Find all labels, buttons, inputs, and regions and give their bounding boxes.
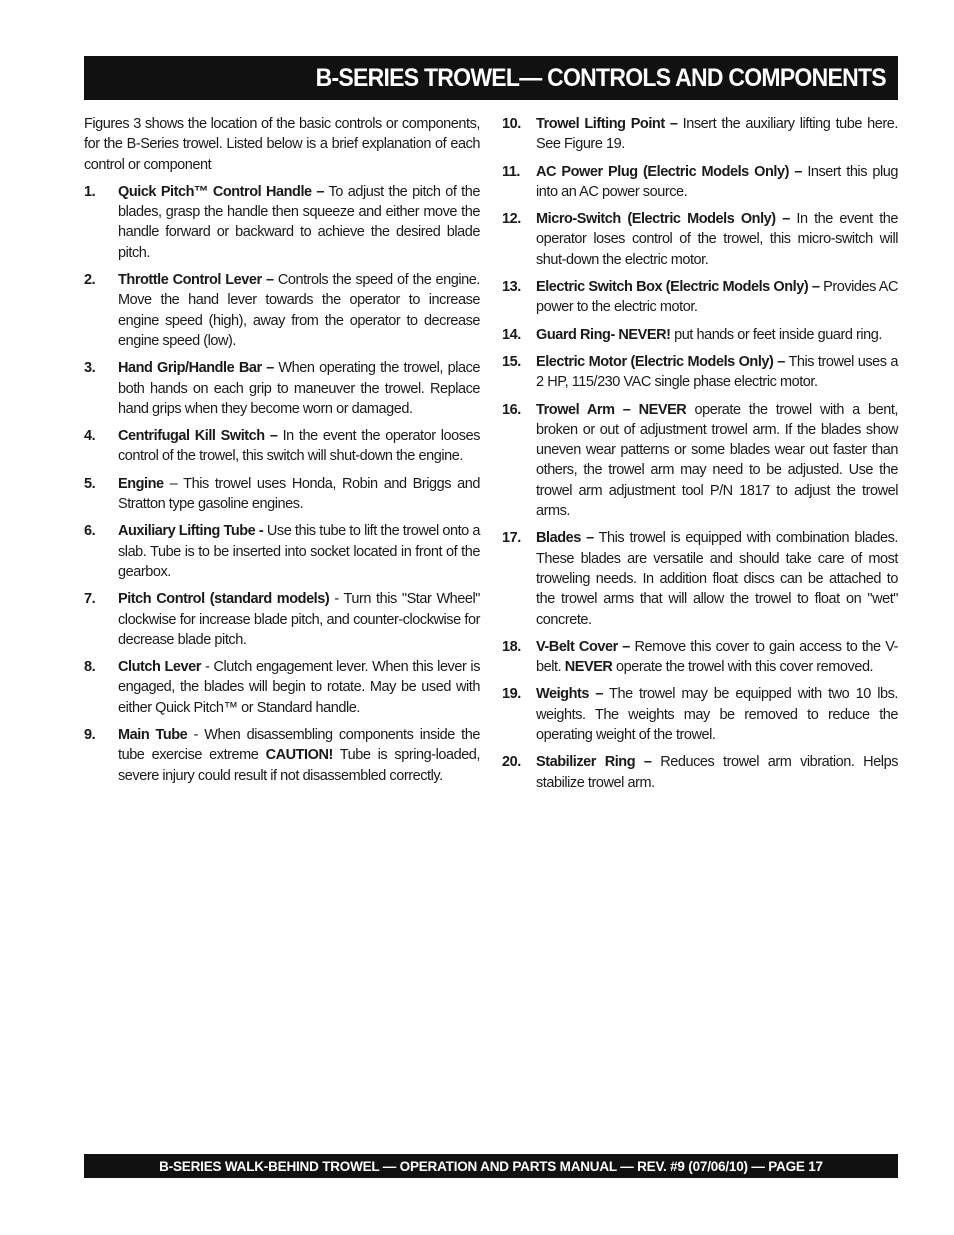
list-item: [84, 426, 480, 467]
item-text: This trowel uses a 2 HP, 115/230 VAC single phase electric motor.: [536, 353, 898, 391]
item-text: operate the trowel with a bent, broken or out of adjustment trowel arm. If the blades show uneven wear patterns or some blades wear out faster than others, the trowel arm may need to be adjusted. Use the trowel arm adjustment tool P/N 1817 to adjust the trowel arms.: [536, 401, 898, 520]
item-text-continued: Tube is spring-loaded, severe injury could result if not disassembled correctly.: [118, 747, 480, 784]
item-text: This trowel is equipped with combination blades. These blades are versatile and should take care of most troweling needs. In addition float discs can be attached to the trowel arms that will allow the trowel to float on "wet" concrete.: [536, 530, 898, 628]
item-body: [536, 114, 898, 155]
list-item: [502, 400, 898, 522]
item-number: 4.: [84, 428, 96, 445]
item-warning: NEVER: [564, 659, 613, 676]
item-term: V-Belt Cover –: [536, 638, 630, 655]
list-item: [84, 270, 480, 351]
item-text: Insert this plug into an AC power source.: [536, 163, 898, 200]
page-title: B-SERIES TROWEL— CONTROLS AND COMPONENTS: [315, 63, 886, 92]
list-item: [84, 474, 480, 515]
item-body: [536, 325, 898, 345]
item-number: 17.: [502, 530, 521, 547]
list-item: [502, 209, 898, 270]
item-text-continued: operate the trowel with this cover removed.: [612, 659, 874, 676]
list-item: [84, 182, 480, 263]
footer-text: B-SERIES WALK-BEHIND TROWEL — OPERATION AND PARTS MANUAL — REV. #9 (07/06/10) — PAGE 17: [159, 1158, 823, 1174]
intro-paragraph: Figures 3 shows the location of the basic controls or components, for the B-Series trowel. Listed below is a brief explanation of each control or component: [84, 116, 480, 173]
item-number: 9.: [84, 727, 96, 744]
item-text: The trowel may be equipped with two 10 lbs. weights. The weights may be removed to reduce the operating weight of the trowel.: [536, 686, 898, 744]
item-body: [536, 277, 898, 318]
item-body: [118, 725, 480, 786]
item-term: Guard Ring- NEVER!: [536, 326, 671, 343]
item-body: [536, 352, 898, 393]
item-term: Electric Switch Box (Electric Models Only) –: [536, 279, 820, 296]
item-term: Pitch Control (standard models): [118, 591, 330, 608]
list-item: [502, 684, 898, 745]
item-term: Electric Motor (Electric Models Only) –: [536, 353, 785, 370]
item-text: - Clutch engagement lever. When this lever is engaged, the blades will begin to rotate. May be used with either Quick Pitch™ or Standard handle.: [118, 659, 481, 716]
list-item: [502, 637, 898, 678]
item-number: 1.: [84, 183, 96, 200]
list-item: [84, 358, 480, 419]
item-term: Clutch Lever: [118, 659, 201, 676]
list-item: [84, 521, 480, 582]
right-column: [502, 114, 898, 800]
list-item: [502, 752, 898, 793]
item-body: [536, 637, 898, 678]
item-text: In the event the operator looses control of the trowel, this switch will shut-down the engine.: [118, 428, 480, 465]
item-term: Centrifugal Kill Switch –: [118, 428, 278, 445]
item-number: 20.: [502, 754, 521, 771]
item-body: [536, 162, 898, 203]
item-term: Hand Grip/Handle Bar –: [118, 360, 274, 377]
item-body: [118, 657, 480, 718]
item-body: [118, 426, 480, 467]
item-number: 7.: [84, 591, 96, 608]
item-term: Engine: [118, 475, 164, 492]
item-text: – This trowel uses Honda, Robin and Briggs and Stratton type gasoline engines.: [118, 475, 480, 513]
item-text: In the event the operator loses control of the trowel, this micro-switch will shut-down the electric motor.: [536, 211, 898, 268]
item-body: [536, 400, 898, 522]
item-body: [536, 752, 898, 793]
list-item: [502, 114, 898, 155]
item-term: Quick Pitch™ Control Handle –: [118, 183, 325, 200]
item-body: [118, 521, 480, 582]
item-body: [118, 589, 480, 650]
item-text: Insert the auxiliary lifting tube here. See Figure 19.: [536, 116, 898, 153]
item-term: Trowel Lifting Point –: [536, 116, 678, 132]
page-footer: [84, 1154, 898, 1178]
item-text: When operating the trowel, place both hands on each grip to maneuver the trowel. Replace hand grips when they become worn or damaged.: [118, 360, 481, 417]
item-number: 14.: [502, 326, 521, 343]
item-number: 18.: [502, 638, 521, 655]
list-item: [84, 589, 480, 650]
item-text: Use this tube to lift the trowel onto a slab. Tube is to be inserted into socket located in front of the gearbox.: [118, 523, 480, 580]
item-term: Weights –: [536, 686, 603, 703]
item-number: 5.: [84, 475, 96, 492]
item-number: 6.: [84, 523, 96, 540]
item-term: Auxiliary Lifting Tube -: [118, 523, 264, 540]
list-item: [502, 162, 898, 203]
item-term: Main Tube: [118, 727, 188, 744]
item-term: AC Power Plug (Electric Models Only) –: [536, 163, 802, 180]
item-term: Throttle Control Lever –: [118, 272, 274, 289]
item-term: Blades –: [536, 530, 594, 547]
list-item: [84, 725, 480, 786]
item-text: Reduces trowel arm vibration. Helps stabilize trowel arm.: [536, 754, 898, 791]
item-body: [536, 684, 898, 745]
item-text: Provides AC power to the electric motor.: [536, 279, 898, 316]
item-warning: CAUTION!: [265, 747, 333, 764]
item-number: 8.: [84, 659, 96, 676]
item-term: Trowel Arm – NEVER: [536, 401, 687, 418]
page-title-bar: [84, 56, 898, 100]
item-body: [118, 182, 480, 263]
item-number: 3.: [84, 360, 96, 377]
left-column: [84, 114, 480, 793]
item-text: put hands or feet inside guard ring.: [670, 326, 882, 343]
item-number: 2.: [84, 272, 96, 289]
item-text: - When disassembling components inside the tube exercise extreme: [118, 727, 480, 764]
item-body: [536, 528, 898, 629]
item-body: [118, 270, 480, 351]
item-number: 15.: [502, 353, 521, 370]
item-number: 19.: [502, 686, 521, 703]
item-number: 12.: [502, 211, 521, 228]
item-number: 16.: [502, 401, 521, 418]
item-text: To adjust the pitch of the blades, grasp the handle then squeeze and either move the handle forward or backward to achieve the desired blade pitch.: [118, 183, 480, 261]
item-text: Remove this cover to gain access to the V-belt.: [536, 638, 898, 676]
item-term: Stabilizer Ring –: [536, 754, 652, 771]
item-body: [118, 474, 480, 515]
item-body: [118, 358, 480, 419]
item-term: Micro-Switch (Electric Models Only) –: [536, 211, 790, 228]
list-item: [502, 528, 898, 629]
list-item: [84, 657, 480, 718]
list-item: [502, 325, 898, 345]
list-item: [502, 277, 898, 318]
item-text: - Turn this "Star Wheel" clockwise for increase blade pitch, and counter-clockwise for decrease blade pitch.: [118, 591, 480, 648]
item-text: Controls the speed of the engine. Move the hand lever towards the operator to increase engine speed (high), away from the operator to decrease engine speed (low).: [118, 272, 480, 349]
list-item: [502, 352, 898, 393]
item-number: 10.: [502, 116, 521, 132]
item-number: 11.: [502, 163, 521, 180]
item-body: [536, 209, 898, 270]
item-number: 13.: [502, 279, 521, 296]
